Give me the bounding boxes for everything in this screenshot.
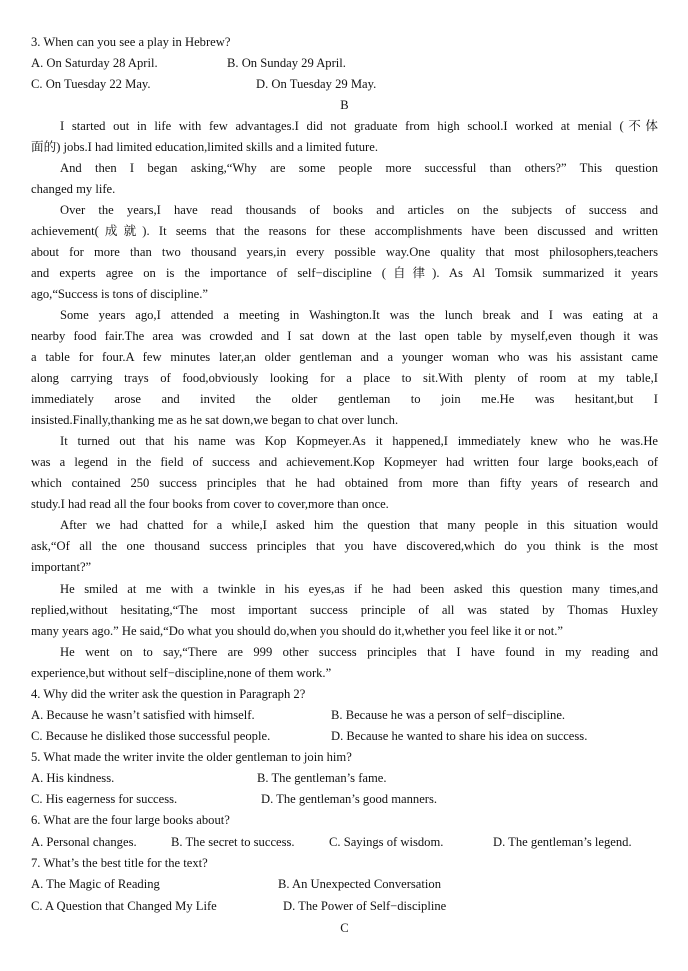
q6-option-b: B. The secret to success. bbox=[171, 835, 295, 849]
question-3-options-row-2 bbox=[31, 74, 658, 94]
passage-line: Over the years,I have read thousands of books and articles on the subjects of success and bbox=[60, 203, 658, 217]
passage-line: I started out in life with few advantages.I did not graduate from high school.I worked at menial (不体 bbox=[60, 119, 658, 133]
q3-option-c: C. On Tuesday 22 May. bbox=[31, 77, 151, 91]
section-b-heading: B bbox=[340, 98, 349, 112]
question-7-options-row-1 bbox=[31, 874, 658, 894]
passage-line: He went on to say,“There are 999 other success principles that I have found in my reading and bbox=[60, 645, 658, 659]
passage-line: study.I had read all the four books from cover to cover,more than once. bbox=[31, 497, 389, 511]
passage-line: achievement(成就). It seems that the reasons for these accomplishments have been discussed and written bbox=[31, 224, 658, 238]
question-3-options-row-1 bbox=[31, 53, 658, 73]
q5-option-a: A. His kindness. bbox=[31, 771, 115, 785]
passage-line: important?” bbox=[31, 560, 92, 574]
passage-line: replied,without hesitating,“The most important success principle of all was stated by Thomas Huxley bbox=[31, 603, 658, 617]
question-5-options-row-2 bbox=[31, 789, 658, 809]
question-4-options-row-2 bbox=[31, 726, 658, 746]
passage-line: a table for four.A few minutes later,an older gentleman and a younger woman who was his assistant came bbox=[31, 350, 658, 364]
passage-line: 面的) jobs.I had limited education,limited skills and a limited future. bbox=[31, 140, 378, 154]
passage-line: ask,“Of all the one thousand success principles that you have discovered,which do you think is the most bbox=[31, 539, 658, 553]
question-7: 7. What’s the best title for the text? bbox=[31, 856, 208, 870]
question-3: 3. When can you see a play in Hebrew? bbox=[31, 35, 231, 49]
passage-line: He smiled at me with a twinkle in his eyes,as if he had been asked this question many times,and bbox=[60, 582, 658, 596]
passage-line: It turned out that his name was Kop Kopmeyer.As it happened,I immediately knew who he was.He bbox=[60, 434, 658, 448]
passage-line: nearby food fair.The area was crowded and I sat down at the last open table by myself,even though it was bbox=[31, 329, 658, 343]
q3-option-d: D. On Tuesday 29 May. bbox=[256, 77, 377, 91]
q4-option-b: B. Because he was a person of self−discipline. bbox=[331, 708, 566, 722]
q4-option-d: D. Because he wanted to share his idea on success. bbox=[331, 729, 588, 743]
q3-option-b: B. On Sunday 29 April. bbox=[227, 56, 346, 70]
question-6: 6. What are the four large books about? bbox=[31, 813, 230, 827]
passage-line: was a legend in the field of success and achievement.Kop Kopmeyer had written four large books,each of bbox=[31, 455, 658, 469]
q6-option-a: A. Personal changes. bbox=[31, 835, 137, 849]
q4-option-c: C. Because he disliked those successful people. bbox=[31, 729, 271, 743]
section-c-heading: C bbox=[340, 921, 349, 935]
question-4: 4. Why did the writer ask the question in Paragraph 2? bbox=[31, 687, 306, 701]
passage-line: After we had chatted for a while,I asked him the question that many people in this situation would bbox=[60, 518, 658, 532]
q7-option-d: D. The Power of Self−discipline bbox=[283, 899, 447, 913]
question-5: 5. What made the writer invite the older gentleman to join him? bbox=[31, 750, 352, 764]
passage-line: which contained 250 success principles that he had obtained from more than fifty years of research and bbox=[31, 476, 658, 490]
passage-line: And then I began asking,“Why are some people more successful than others?” This question bbox=[60, 161, 658, 175]
passage-line: about for more than two thousand years,in every possible way.One quality that most philosophers,teachers bbox=[31, 245, 658, 259]
q5-option-b: B. The gentleman’s fame. bbox=[257, 771, 387, 785]
passage-line: and experts agree on is the importance of self−discipline (自律). As Al Tomsik summarized it years bbox=[31, 266, 658, 280]
question-5-options-row-1 bbox=[31, 768, 658, 788]
q5-option-c: C. His eagerness for success. bbox=[31, 792, 178, 806]
q7-option-c: C. A Question that Changed My Life bbox=[31, 899, 217, 913]
passage-line: changed my life. bbox=[31, 182, 116, 196]
passage-line: immediately arose and invited the older gentleman to join me.He was hesitant,but I bbox=[31, 392, 658, 406]
question-4-options-row-1 bbox=[31, 705, 658, 725]
q5-option-d: D. The gentleman’s good manners. bbox=[261, 792, 438, 806]
passage-line: many years ago.” He said,“Do what you should do,when you should do it,whether you feel like it or not.” bbox=[31, 624, 563, 638]
question-6-options-row bbox=[31, 832, 658, 852]
q7-option-a: A. The Magic of Reading bbox=[31, 877, 160, 891]
q7-option-b: B. An Unexpected Conversation bbox=[278, 877, 441, 891]
question-7-options-row-2 bbox=[31, 896, 658, 916]
passage-line: insisted.Finally,thanking me as he sat down,we began to chat over lunch. bbox=[31, 413, 399, 427]
passage-line: along carrying trays of food,obviously looking for a place to sit.With plenty of room at my table,I bbox=[31, 371, 658, 385]
passage-line: experience,but without self−discipline,none of them work.” bbox=[31, 666, 332, 680]
q6-option-d: D. The gentleman’s legend. bbox=[493, 835, 632, 849]
passage-line: ago,“Success is tons of discipline.” bbox=[31, 287, 208, 301]
passage-line: Some years ago,I attended a meeting in Washington.It was the lunch break and I was eating at a bbox=[60, 308, 658, 322]
q3-option-a: A. On Saturday 28 April. bbox=[31, 56, 158, 70]
q6-option-c: C. Sayings of wisdom. bbox=[329, 835, 444, 849]
q4-option-a: A. Because he wasn’t satisfied with himself. bbox=[31, 708, 255, 722]
